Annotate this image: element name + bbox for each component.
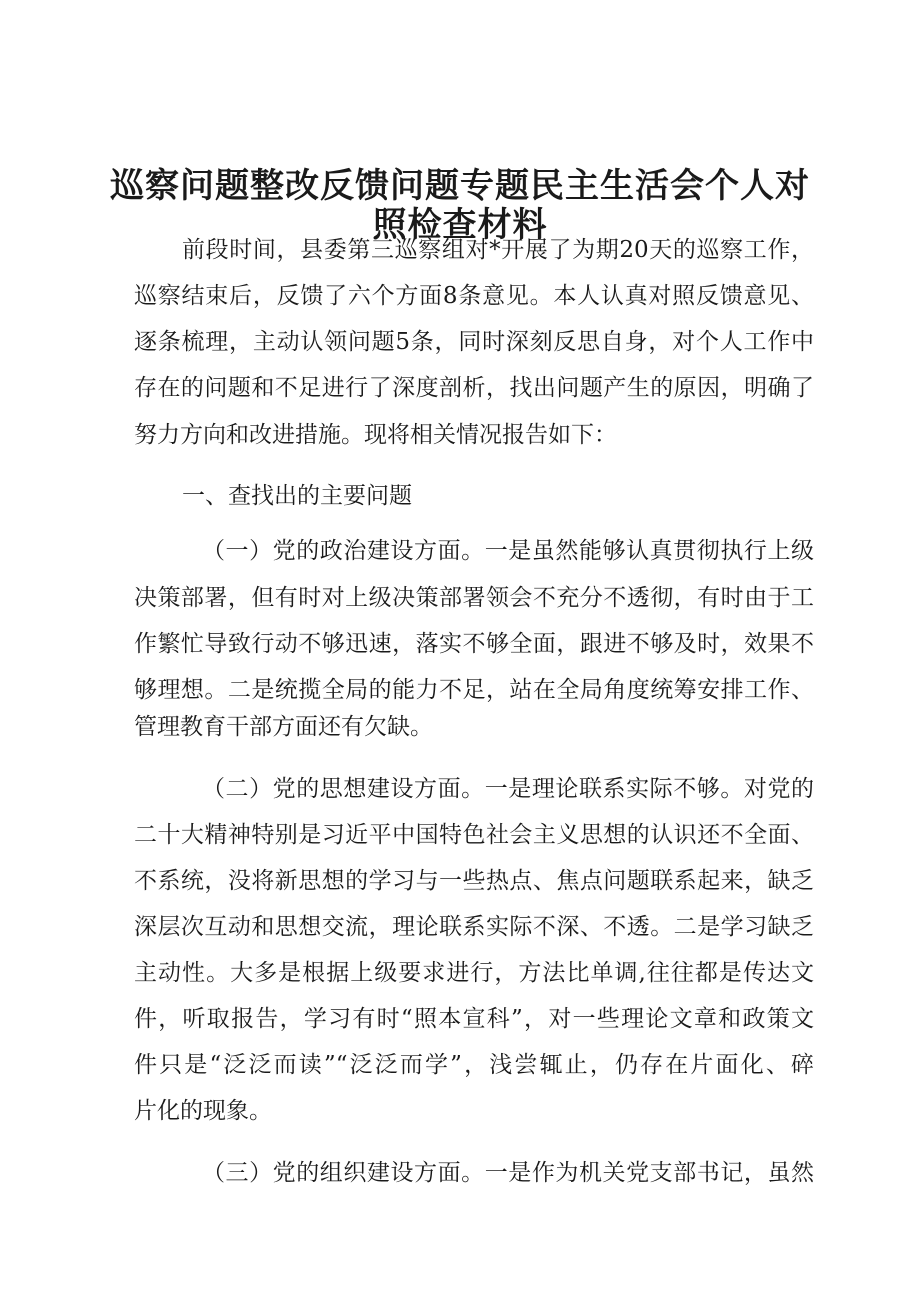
intro-line: 巡察结束后，反馈了六个方面8条意见。本人认真对照反馈意见、 [134,283,814,309]
intro-line: 努力方向和改进措施。现将相关情况报告如下： [134,422,617,448]
paragraph-line: 件，听取报告，学习有时“照本宣科”，对一些理论文章和政策文 [134,1006,814,1032]
paragraph-line: （三）党的组织建设方面。一是作为机关党支部书记，虽然 [202,1160,814,1186]
paragraph-line: 够理想。二是统揽全局的能力不足，站在全局角度统筹安排工作、 [134,677,814,703]
paragraph-line: 决策部署，但有时对上级决策部署领会不充分不透彻，有时由于工 [134,585,814,611]
paragraph-line: 二十大精神特别是习近平中国特色社会主义思想的认识还不全面、 [134,822,814,848]
paragraph-line: 件只是“泛泛而读”“泛泛而学”，浅尝辄止，仍存在片面化、碎 [134,1052,814,1078]
paragraph-line: 不系统，没将新思想的学习与一些热点、焦点问题联系起来，缺乏 [134,868,814,894]
intro-line: 逐条梳理，主动认领问题5条，同时深刻反思自身，对个人工作中 [134,329,814,355]
paragraph-line: （二）党的思想建设方面。一是理论联系实际不够。对党的 [202,776,814,802]
intro-line: 前段时间，县委第三巡察组对*开展了为期20天的巡察工作， [182,237,814,263]
paragraph-line: 作繁忙导致行动不够迅速，落实不够全面，跟进不够及时，效果不 [134,631,814,657]
paragraph-line: 深层次互动和思想交流，理论联系实际不深、不透。二是学习缺乏 [134,914,814,940]
paragraph-line: （一）党的政治建设方面。一是虽然能够认真贯彻执行上级 [202,538,814,564]
paragraph-line: 主动性。大多是根据上级要求进行，方法比单调,往往都是传达文 [134,960,814,986]
section-heading: 一、查找出的主要问题 [182,483,412,509]
intro-line: 存在的问题和不足进行了深度剖析，找出问题产生的原因，明确了 [134,375,814,401]
paragraph-line: 管理教育干部方面还有欠缺。 [134,714,433,740]
document-title-line-2: 照检查材料 [372,205,548,245]
paragraph-line: 片化的现象。 [134,1098,272,1124]
document-title-line-1: 巡察问题整改反馈问题专题民主生活会个人对 [110,166,810,206]
